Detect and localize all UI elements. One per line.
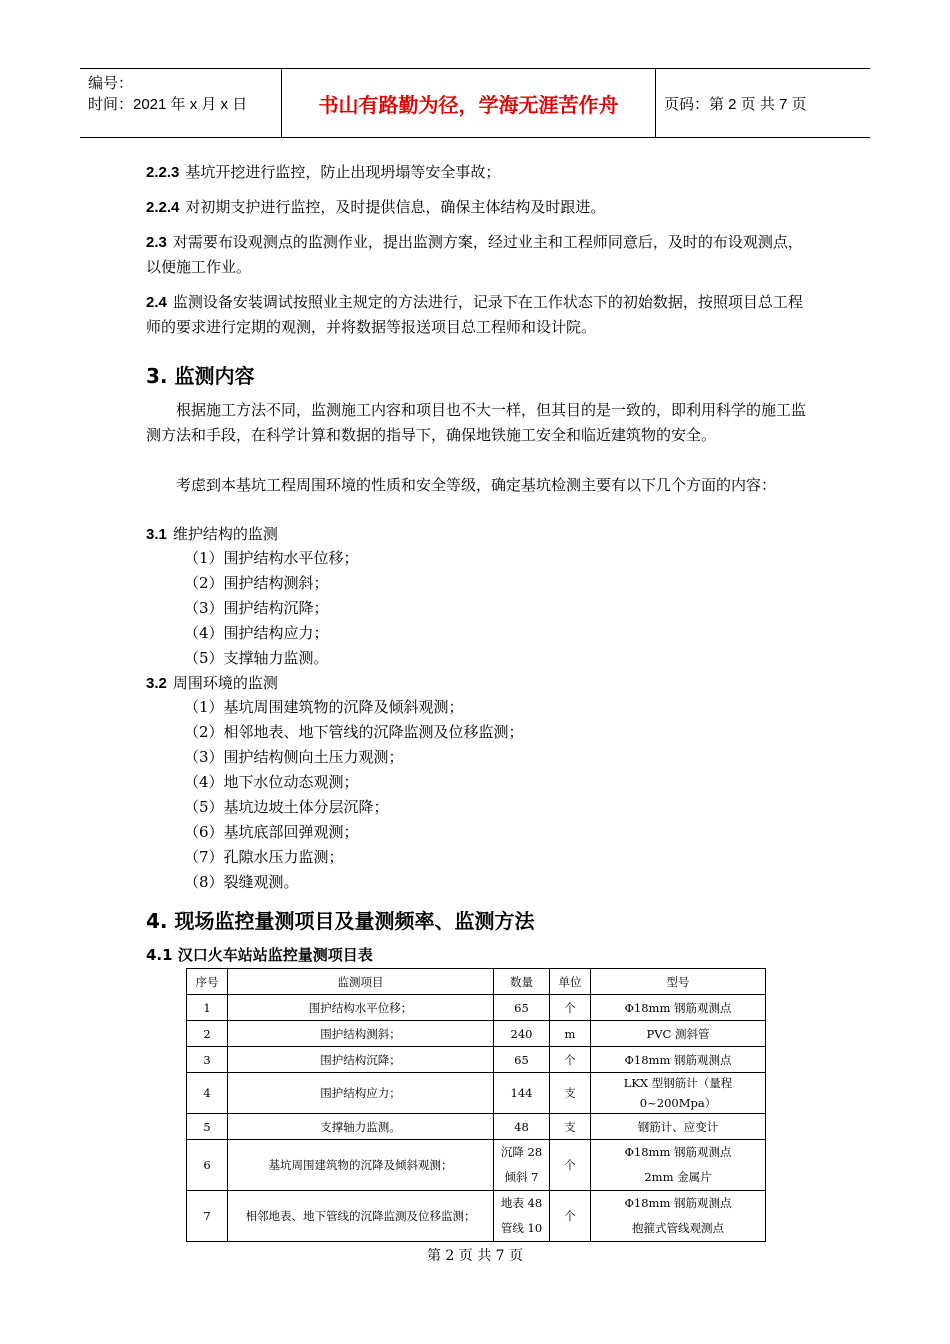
subsection-3-1: 3.1 维护结构的监测 — [146, 525, 278, 543]
para-2-4: 2.4 监测设备安装调试按照业主规定的方法进行，记录下在工作状态下的初始数据，按照项目总工程师的要求进行定期的观测，并将数据等报送项目总工程师和设计院。 — [146, 293, 803, 336]
table-cell: 4 — [187, 1073, 228, 1114]
list-item: （2）围护结构测斜； — [184, 574, 329, 592]
section-3-para-1: 根据施工方法不同，监测施工内容和项目也不大一样，但其目的是一致的，即利用科学的施工监测方法和手段，在科学计算和数据的指导下，确保地铁施工安全和临近建筑物的安全。 — [146, 401, 807, 444]
list-item: （1）基坑周围建筑物的沉降及倾斜观测； — [184, 698, 464, 716]
table-cell: Φ18mm 钢筋观测点 — [591, 1047, 766, 1073]
table-cell: 6 — [187, 1140, 228, 1191]
table-cell: m — [550, 1021, 591, 1047]
table-cell: 沉降 28 倾斜 7 — [494, 1140, 550, 1191]
list-item: （8）裂缝观测。 — [184, 873, 299, 891]
list-item: （3）围护结构侧向土压力观测； — [184, 748, 404, 766]
list-item: （6）基坑底部回弹观测； — [184, 823, 359, 841]
table-row — [187, 1047, 766, 1073]
monitoring-items-table — [186, 968, 766, 1242]
subsection-3-2: 3.2 周围环境的监测 — [146, 674, 278, 692]
section-4-heading: 4. 现场监控量测项目及量测频率、监测方法 — [146, 909, 535, 933]
table-row — [187, 995, 766, 1021]
table-cell: 围护结构沉降； — [228, 1047, 494, 1073]
table-cell: 支 — [550, 1073, 591, 1114]
header-cell: 型号 — [591, 969, 766, 995]
header-left — [80, 69, 282, 137]
table-cell: 围护结构测斜； — [228, 1021, 494, 1047]
section-3-para-2: 考虑到本基坑工程周围环境的性质和安全等级，确定基坑检测主要有以下几个方面的内容： — [176, 476, 777, 494]
table-cell: 个 — [550, 1140, 591, 1191]
table-cell: 支 — [550, 1114, 591, 1140]
table-cell: 144 — [494, 1073, 550, 1114]
table-cell: 基坑周围建筑物的沉降及倾斜观测； — [228, 1140, 494, 1191]
table-cell: 240 — [494, 1021, 550, 1047]
table-cell: Φ18mm 钢筋观测点 抱箍式管线观测点 — [591, 1191, 766, 1242]
table-cell: 围护结构应力； — [228, 1073, 494, 1114]
table-cell: 相邻地表、地下管线的沉降监测及位移监测； — [228, 1191, 494, 1242]
header-cell: 单位 — [550, 969, 591, 995]
para-2-2-4: 2.2.4 对初期支护进行监控，及时提供信息，确保主体结构及时跟进。 — [146, 198, 606, 216]
table-cell: 钢筋计、应变计 — [591, 1114, 766, 1140]
table-cell: 2 — [187, 1021, 228, 1047]
page-label: 页码：第 2 页 共 7 页 — [664, 95, 807, 113]
list-item: （3）围护结构沉降； — [184, 599, 329, 617]
list-item: （1）围护结构水平位移； — [184, 549, 359, 567]
table-cell: 1 — [187, 995, 228, 1021]
table-cell: 65 — [494, 1047, 550, 1073]
page-footer: 第 2 页 共 7 页 — [426, 1248, 524, 1264]
table-cell: 7 — [187, 1191, 228, 1242]
header-cell: 监测项目 — [228, 969, 494, 995]
table-cell: 个 — [550, 1047, 591, 1073]
table-row — [187, 1114, 766, 1140]
table-cell: 65 — [494, 995, 550, 1021]
page-header — [80, 68, 870, 138]
table-cell: Φ18mm 钢筋观测点 2mm 金属片 — [591, 1140, 766, 1191]
header-cell: 序号 — [187, 969, 228, 995]
table-cell: Φ18mm 钢筋观测点 — [591, 995, 766, 1021]
table-header-row — [187, 969, 766, 995]
table-row — [187, 1073, 766, 1114]
list-item: （7）孔隙水压力监测； — [184, 848, 344, 866]
table-caption: 4.1 汉口火车站站监控量测项目表 — [146, 946, 373, 964]
list-item: （2）相邻地表、地下管线的沉降监测及位移监测； — [184, 723, 524, 741]
code-label: 编号： — [88, 75, 134, 92]
table-row — [187, 1191, 766, 1242]
table-cell: 个 — [550, 995, 591, 1021]
list-item: （4）地下水位动态观测； — [184, 773, 359, 791]
para-2-2-3: 2.2.3 基坑开挖进行监控，防止出现坍塌等安全事故； — [146, 163, 501, 181]
date-label: 时间：2021 年 x 月 x 日 — [88, 96, 248, 113]
list-item: （4）围护结构应力； — [184, 624, 329, 642]
table-cell: 3 — [187, 1047, 228, 1073]
motto: 书山有路勤为径，学海无涯苦作舟 — [282, 69, 656, 137]
list-item: （5）基坑边坡土体分层沉降； — [184, 798, 389, 816]
table-cell: 地表 48 管线 10 — [494, 1191, 550, 1242]
table-cell: 支撑轴力监测。 — [228, 1114, 494, 1140]
table-cell: 5 — [187, 1114, 228, 1140]
list-item: （5）支撑轴力监测。 — [184, 649, 329, 667]
table-cell: LKX 型钢筋计（量程 0~200Mpa） — [591, 1073, 766, 1114]
table-cell: 围护结构水平位移； — [228, 995, 494, 1021]
para-2-3: 2.3 对需要布设观测点的监测作业，提出监测方案，经过业主和工程师同意后，及时的布设观测点，以便施工作业。 — [146, 233, 803, 276]
table-cell: PVC 测斜管 — [591, 1021, 766, 1047]
table-cell: 个 — [550, 1191, 591, 1242]
table-row — [187, 1140, 766, 1191]
table-cell: 48 — [494, 1114, 550, 1140]
header-cell: 数量 — [494, 969, 550, 995]
table-row — [187, 1021, 766, 1047]
section-3-heading: 3. 监测内容 — [146, 364, 255, 388]
